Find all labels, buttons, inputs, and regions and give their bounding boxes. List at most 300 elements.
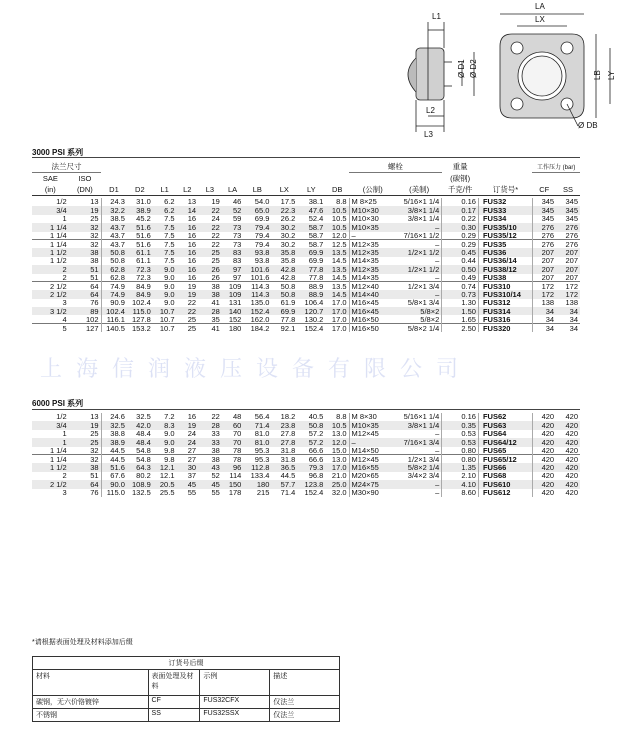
order-material: 碳钢，无六价铬镀锌 [33,696,149,709]
cell-db: 12.0 [325,438,349,446]
cell-db: 10.5 [325,206,349,214]
cell-la: 73 [233,230,242,240]
cell-ss: 420 [565,429,578,439]
footnote: *请根据表面处理及材料添加后缀 [32,639,133,646]
cell-d2: 42.0 [127,421,153,429]
cell-ly: 123.8 [297,480,325,488]
cell-l2: 16 [187,230,197,240]
cell-ss: 34 [556,307,580,315]
cell-db: 17.0 [325,307,349,315]
cell-l3: 38 [198,455,222,463]
cell-ly: 77.8 [297,265,325,273]
cell-la: 73 [222,240,244,248]
cell-lx: 69.9 [271,307,297,315]
cell-weight: 2.10 [442,472,479,480]
cell-order-no: FUS65 [478,447,532,455]
cell-weight: 0.53 [442,438,479,446]
cell-lx: 35.8 [280,256,296,266]
cell-d1: 115.0 [101,489,127,497]
cell-l2: 19 [177,290,199,298]
cell-db: 10.5 [325,223,349,231]
cell-ly: 38.1 [308,197,324,207]
cell-la: 48 [233,412,242,422]
table-row [32,299,580,307]
cell-order-no: FUS62 [478,413,532,421]
cell-bolt-us: 7/16×1 1/2 [403,230,440,240]
cell-bolt-us: – [435,487,440,497]
cell-order-no: FUS35 [478,240,532,248]
cell-ss: 138 [565,298,578,308]
cell-d2: 108.9 [127,480,153,488]
cell-d2: 102.4 [132,298,151,308]
flange-drawing [0,0,619,150]
cell-ss: 172 [556,290,580,298]
cell-weight: 0.16 [442,413,479,421]
cell-bolt-metric: M14×50 [349,447,396,455]
cell-bolt-us: – [396,223,441,231]
header-sae-unit: (in) [44,184,56,194]
cell-l3: 25 [211,256,220,266]
cell-l3: 43 [198,463,222,471]
cell-lb: 79.4 [243,223,271,231]
cell-bolt-metric: M12×35 [349,240,396,248]
cell-lx: 18.2 [280,412,296,422]
cell-weight: 4.10 [442,480,479,488]
cell-l2: 16 [187,214,197,224]
table-row [32,274,580,282]
cell-l1: 9.0 [153,438,177,446]
cell-ly: 130.2 [304,314,324,324]
cell-cf: 420 [532,421,556,429]
table-header [32,161,580,196]
cell-weight: 0.35 [442,421,479,429]
cell-ss: 207 [565,272,578,282]
cell-iso: 38 [90,256,99,266]
cell-ss: 420 [565,412,578,422]
cell-l1: 7.5 [164,230,175,240]
cell-iso: 13 [90,412,99,422]
cell-weight: 8.60 [442,489,479,497]
cell-d1: 51.6 [101,463,127,471]
cell-la: 114 [229,471,242,481]
cell-lx: 71.4 [280,487,296,497]
header-cf: CF [539,184,550,194]
order-col-surface: 表面处理及材料 [148,670,200,696]
cell-sae: 1 [62,429,67,439]
cell-cf: 207 [532,248,556,256]
cell-ss: 420 [565,487,578,497]
cell-bolt-us: – [435,256,440,266]
cell-d2: 64.3 [127,463,153,471]
table-row [32,430,580,438]
order-example: FUS32CFX [200,696,270,709]
cell-d2: 54.8 [127,455,153,463]
cell-db: 15.0 [331,445,347,455]
cell-d1: 32.5 [101,421,127,429]
cell-bolt-metric: M12×45 [349,455,396,463]
cell-d2: 48.4 [136,429,151,439]
cell-weight: 1.30 [442,299,479,307]
cell-db: 12.5 [325,240,349,248]
cell-l1: 25.5 [159,487,175,497]
cell-l2: 14 [177,206,199,214]
cell-db: 13.5 [325,265,349,273]
cell-iso: 64 [69,282,101,290]
cell-bolt-metric: M12×45 [349,430,396,438]
label-d2: Ø D2 [469,59,478,78]
cell-la: 150 [222,480,244,488]
label-l3: L3 [424,130,433,139]
cell-db: 14.5 [331,272,347,282]
cell-l3: 19 [211,197,220,207]
cell-ss: 34 [556,324,580,332]
cell-lb: 114.3 [243,290,271,298]
cell-l3: 22 [211,412,220,422]
cell-l3: 33 [198,438,222,446]
cell-l2: 16 [177,265,199,273]
order-surface: CF [148,696,200,709]
cell-iso: 32 [69,455,101,463]
cell-weight: 0.22 [442,215,479,223]
cell-iso: 32 [69,223,101,231]
cell-weight: 0.16 [442,198,479,206]
header-sae: SAE [42,173,58,183]
cell-d2: 51.6 [136,230,151,240]
cell-d1: 44.5 [101,447,127,455]
cell-l3: 33 [211,429,220,439]
cell-d1: 44.5 [101,455,127,463]
cell-lb: 93.8 [243,248,271,256]
header-bolt-metric: (公制) [362,184,383,194]
cell-lx: 35.8 [271,248,297,256]
cell-d1: 43.7 [101,232,127,240]
cell-d2: 132.5 [132,487,151,497]
cell-ly: 47.6 [297,206,325,214]
cell-bolt-metric: M14×35 [349,274,396,282]
cell-order-no: FUS34 [478,215,532,223]
cell-iso: 64 [69,480,101,488]
cell-cf: 420 [532,447,556,455]
cell-ss: 207 [565,256,578,266]
cell-db: 10.5 [325,421,349,429]
cell-iso: 19 [69,421,101,429]
cell-weight: 0.50 [442,265,479,273]
cell-l2: 16 [177,248,199,256]
cell-d2: 38.9 [127,206,153,214]
cell-l2: 45 [177,480,199,488]
cell-d1: 74.9 [101,290,127,298]
table-row [32,489,580,497]
cell-weight: 0.80 [442,447,479,455]
cell-cf: 420 [532,472,556,480]
header-col-lb: LB [252,184,262,194]
cell-lb: 162.0 [250,314,270,324]
header-weight: 重量 [452,162,468,172]
cell-l1: 9.0 [164,272,175,282]
cell-d1: 62.8 [101,274,127,282]
cell-ss: 345 [565,214,578,224]
cell-bolt-us: – [396,290,441,298]
cell-lb: 112.8 [243,463,271,471]
cell-cf: 138 [532,299,556,307]
cell-sae: 1/2 [56,412,67,422]
cell-ly: 50.8 [297,421,325,429]
cell-l2: 27 [187,445,197,455]
cell-weight: 0.44 [442,257,479,265]
cell-ss: 207 [556,265,580,273]
cell-ss: 345 [556,206,580,214]
label-lx: LX [535,15,545,24]
cell-order-no: FUS33 [478,206,532,214]
cell-bolt-us: 3/8×1 1/4 [396,421,441,429]
cell-ss: 420 [556,480,580,488]
cell-ly: 77.8 [308,272,324,282]
cell-lx: 31.8 [271,455,297,463]
cell-bolt-metric: M16×50 [349,324,396,332]
cell-ss: 345 [565,197,578,207]
cell-cf: 420 [532,463,556,471]
order-col-example: 示例 [200,670,270,696]
cell-cf: 276 [532,240,556,248]
cell-l2: 16 [177,223,199,231]
cell-cf: 207 [532,265,556,273]
cell-ly: 57.2 [297,438,325,446]
cell-la: 109 [222,282,244,290]
cell-order-no: FUS36/14 [478,257,532,265]
cell-sae: 3 [62,487,67,497]
cell-l3: 38 [198,282,222,290]
cell-db: 17.0 [331,298,347,308]
cell-iso: 51 [90,272,99,282]
cell-sae: 2 1/2 [32,282,69,290]
cell-weight: 0.73 [442,290,479,298]
cell-cf: 276 [532,232,556,240]
cell-weight: 2.50 [442,324,479,332]
cell-d1: 32.2 [101,206,127,214]
label-lb: LB [593,70,602,80]
cell-order-no: FUS320 [478,324,532,332]
cell-la: 59 [233,214,242,224]
cell-ly: 120.7 [297,307,325,315]
cell-l3: 28 [198,421,222,429]
cell-l2: 37 [187,471,197,481]
cell-d2: 51.6 [127,223,153,231]
header-iso: ISO [78,173,92,183]
order-example: FUS32SSX [200,709,270,722]
table-row [32,315,580,323]
cell-bolt-us: 5/16×1 1/4 [403,197,440,207]
cell-weight: 0.49 [442,274,479,282]
cell-ss: 420 [556,421,580,429]
cell-l1: 7.5 [153,248,177,256]
cell-l3: 38 [198,290,222,298]
cell-order-no: FUS64 [478,430,532,438]
cell-ss: 420 [556,463,580,471]
cell-sae: 1 1/4 [32,240,69,248]
cell-sae: 3/4 [32,421,69,429]
cell-sae: 1 1/2 [32,248,69,256]
cell-la: 83 [233,256,242,266]
cell-ly: 152.4 [304,487,324,497]
cell-bolt-us: 5/8×1 3/4 [407,298,440,308]
cell-d2: 127.8 [132,314,151,324]
header-col-l3: L3 [205,184,215,194]
cell-ss: 420 [556,455,580,463]
cell-l1: 8.3 [153,421,177,429]
label-la: LA [535,2,545,11]
cell-lb: 215 [256,487,270,497]
cell-lx: 36.5 [271,463,297,471]
cell-db: 13.5 [325,282,349,290]
cell-lx: 26.2 [280,214,296,224]
cell-la: 46 [233,197,242,207]
cell-lb: 152.4 [243,307,271,315]
cell-lx: 77.8 [280,314,296,324]
cell-l3: 41 [211,298,220,308]
cell-bolt-metric: M14×35 [349,257,396,265]
cell-bolt-us: 5/16×1 1/4 [403,412,440,422]
cell-bolt-metric: M16×50 [349,315,396,323]
cell-l1: 9.0 [164,298,175,308]
cell-la: 83 [222,248,244,256]
cell-cf: 420 [532,489,556,497]
cell-db: 17.0 [325,324,349,332]
cell-l3: 41 [198,324,222,332]
cell-bolt-metric: M10×35 [349,421,396,429]
cell-lb: 133.4 [250,471,270,481]
spec-table-6000 [32,413,580,497]
order-desc: 仅法兰 [270,709,340,722]
cell-db: 10.5 [331,214,347,224]
header-col-d2: D2 [135,184,145,194]
cell-bolt-us: 1/2×1 3/4 [396,282,441,290]
cell-d2: 84.9 [127,282,153,290]
cell-ly: 57.2 [308,429,324,439]
cell-sae: 2 [62,471,67,481]
cell-lx: 42.8 [280,272,296,282]
cell-cf: 420 [532,438,556,446]
cell-cf: 34 [532,307,556,315]
cell-sae: 2 [32,265,69,273]
header-col-l1: L1 [160,184,169,194]
table-row [32,215,580,223]
cell-cf: 345 [532,198,556,206]
header-flange-size: 法兰尺寸 [32,161,101,173]
cell-bolt-metric: M10×30 [349,206,396,214]
cell-iso: 19 [69,206,101,214]
table-row [32,232,580,240]
cell-cf: 345 [532,206,556,214]
cell-ss: 420 [565,445,578,455]
cell-lb: 56.4 [254,412,270,422]
cell-bolt-metric: M14×40 [349,290,396,298]
cell-la: 70 [222,438,244,446]
cell-ss: 34 [569,314,578,324]
cell-iso: 32 [90,230,99,240]
header-iso-unit: (DN) [76,184,93,194]
cell-d1: 50.8 [101,257,127,265]
cell-order-no: FUS38 [478,274,532,282]
cell-iso: 32 [90,445,99,455]
cell-sae: 4 [62,314,67,324]
cell-bolt-us: 3/8×1 1/4 [396,206,441,214]
cell-bolt-metric: M16×45 [349,307,396,315]
cell-la: 70 [233,429,242,439]
cell-bolt-us: 5/8×2 [420,314,440,324]
cell-bolt-us: 1/2×1 1/2 [396,248,441,256]
cell-d2: 45.2 [136,214,151,224]
cell-ly: 52.4 [308,214,324,224]
order-material: 不锈钢 [33,709,149,722]
cell-l2: 16 [187,256,197,266]
cell-l2: 55 [187,487,197,497]
cell-l2: 22 [177,307,199,315]
cell-lb: 79.4 [254,230,270,240]
cell-l3: 26 [211,272,220,282]
cell-weight: 0.29 [442,232,479,240]
cell-ss: 420 [556,438,580,446]
cell-ly: 96.8 [308,471,324,481]
cell-la: 52 [222,206,244,214]
cell-d2: 61.1 [136,256,151,266]
cell-ly: 58.7 [308,230,324,240]
cell-sae: 1 [32,438,69,446]
cell-l1: 10.7 [153,324,177,332]
cell-db: 14.5 [325,290,349,298]
header-bolt-us: (美制) [409,184,430,194]
cell-d1: 43.7 [101,223,127,231]
cell-d1: 67.6 [101,472,127,480]
cell-bolt-us: – [435,429,440,439]
cell-ly: 66.6 [308,445,324,455]
cell-l2: 27 [177,455,199,463]
cell-db: 17.0 [331,314,347,324]
cell-lb: 65.0 [243,206,271,214]
cell-l1: 10.7 [153,307,177,315]
header-col-db: DB [331,184,343,194]
header-col-ly: LY [306,184,316,194]
cell-l3: 28 [198,307,222,315]
cell-lx: 61.9 [280,298,296,308]
cell-cf: 34 [532,315,556,323]
cell-d2: 31.0 [136,197,151,207]
cell-iso: 25 [69,438,101,446]
cell-iso: 89 [69,307,101,315]
cell-cf: 345 [532,215,556,223]
cell-l3: 22 [198,223,222,231]
cell-ly: 88.9 [297,290,325,298]
cell-d2: 115.0 [127,307,153,315]
watermark: 上海信润液压设备有限公司 [40,357,473,382]
cell-lb: 180 [243,480,271,488]
cell-l3: 25 [198,248,222,256]
cell-bolt-us: 5/8×2 1/4 [396,324,441,332]
cell-lx: 44.5 [280,471,296,481]
cell-bolt-metric: M24×75 [349,480,396,488]
cell-order-no: FUS32 [478,198,532,206]
cell-ss: 420 [565,471,578,481]
cell-l1: 7.5 [164,214,175,224]
table-row [32,447,580,455]
cell-lb: 81.0 [243,438,271,446]
cell-l3: 52 [211,471,220,481]
cell-cf: 207 [532,257,556,265]
cell-sae: 2 1/2 [32,290,69,298]
spec-table-3000 [32,198,580,332]
cell-la: 178 [228,487,242,497]
cell-db: 21.0 [331,471,347,481]
section-rule [32,157,580,158]
